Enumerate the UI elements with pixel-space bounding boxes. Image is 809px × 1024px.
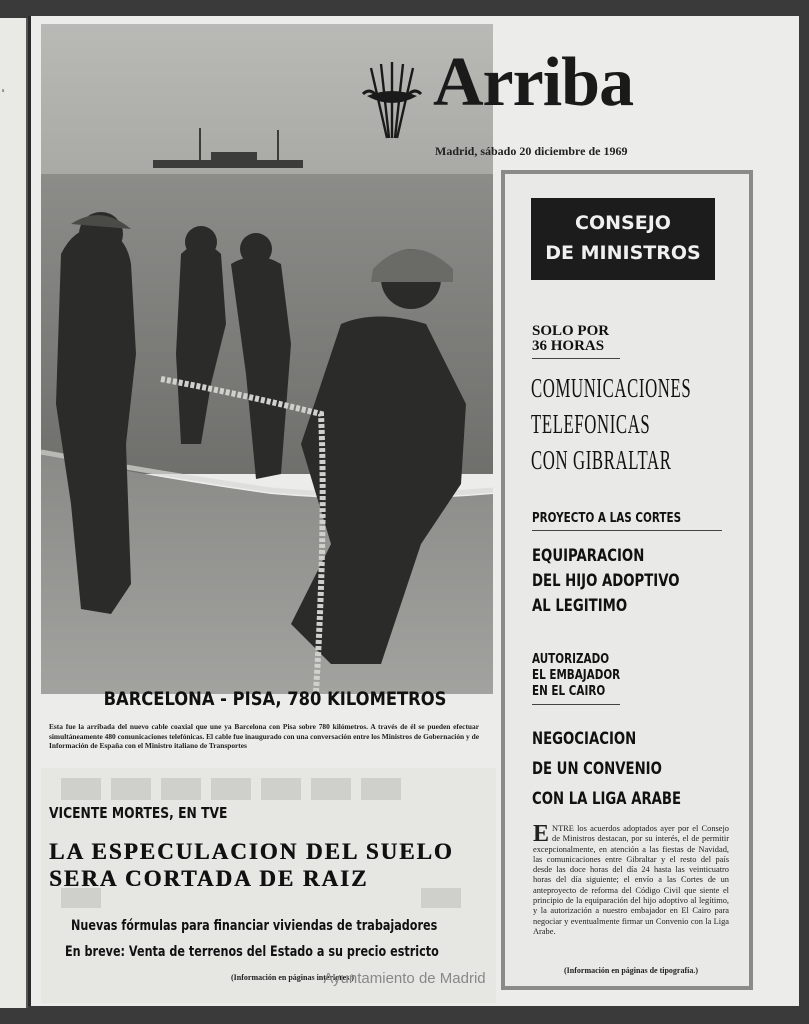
- kicker-embajador: [532, 652, 620, 700]
- lower-story-subhead-2: En breve: Venta de terrenos del Estado a su precio estricto: [65, 944, 439, 960]
- adjacent-page-text: s: [2, 88, 5, 94]
- kicker-proyecto: PROYECTO A LAS CORTES: [532, 511, 682, 526]
- lower-story-headline: [49, 838, 454, 892]
- headline-liga-arabe: [532, 724, 681, 814]
- headline-gibraltar: [531, 370, 691, 478]
- headline-line: DEL HIJO ADOPTIVO: [532, 571, 680, 591]
- kicker-line: AUTORIZADO: [532, 652, 610, 667]
- headline-line-1: LA ESPECULACION DEL SUELO: [49, 839, 454, 864]
- drop-cap: E: [533, 821, 550, 847]
- headline-line: CON GIBRALTAR: [531, 445, 672, 475]
- kicker-line: EL EMBAJADOR: [532, 668, 621, 683]
- headline-line-2: SERA CORTADA DE RAIZ: [49, 866, 369, 891]
- consejo-header-box: [531, 198, 715, 280]
- lower-story-reference: (Información en páginas interiores.): [231, 973, 354, 982]
- article-text: NTRE los acuerdos adoptados ayer por el Consejo de Ministros destacan, por su interés, el de permitir excepcionalmente, en atención a las fiestas de Navidad, las comunicaciones entre Gibraltar y el resto del país desde las doce horas del día 24 hasta las veinticuatro horas del día siguiente; el envío a las Cortes de un anteproyecto de reforma del Código Civil que siente el principio de la equiparación del hijo adoptivo al legítimo, y la autorización a nuestro embajador en El Cairo para negociar y eventualmente firmar un Convenio con la Liga Arabe.: [533, 824, 729, 936]
- divider: [532, 704, 620, 705]
- headline-hijo-adoptivo: [532, 544, 680, 619]
- archive-watermark: Ayuntamiento de Madrid: [323, 970, 486, 987]
- kicker-line: 36 HORAS: [532, 338, 605, 354]
- kicker-line: EN EL CAIRO: [532, 684, 606, 699]
- headline-line: NEGOCIACION: [532, 729, 637, 749]
- divider: [532, 358, 620, 359]
- lower-story-subhead-1: Nuevas fórmulas para financiar viviendas de trabajadores: [71, 918, 438, 934]
- kicker-line: SOLO POR: [532, 323, 610, 339]
- lower-story-kicker: VICENTE MORTES, EN TVE: [49, 804, 228, 822]
- newspaper-logo: Arriba: [433, 44, 634, 121]
- photo-caption-title: BARCELONA - PISA, 780 KILOMETROS: [103, 688, 447, 710]
- headline-line: AL LEGITIMO: [532, 596, 628, 616]
- headline-line: TELEFONICAS: [531, 409, 651, 439]
- divider: [532, 530, 722, 531]
- kicker-solo-por: [532, 324, 609, 354]
- headline-line: EQUIPARACION: [532, 546, 645, 566]
- dateline: Madrid, sábado 20 diciembre de 1969: [435, 144, 628, 158]
- sidebar-article-body: [533, 821, 729, 937]
- photo-caption-body: Esta fue la arribada del nuevo cable coaxial que une ya Barcelona con Pisa sobre 780 kilómetros. A través de él se pueden efectuar simultáneamente 480 comunicaciones telefónicas. El cable fue inaugurado con una conversación entre los Ministros de Gobernación y de Información de España con el Ministro italiano de Transportes: [49, 722, 479, 750]
- headline-line: COMUNICACIONES: [531, 373, 692, 403]
- headline-line: CON LA LIGA ARABE: [532, 789, 682, 809]
- lower-story: [41, 768, 496, 1003]
- adjacent-page-strip: [0, 18, 28, 1008]
- yoke-and-arrows-emblem: [361, 58, 423, 142]
- council-of-ministers-sidebar: [501, 170, 753, 990]
- consejo-line-1: CONSEJO: [575, 212, 671, 234]
- masthead: [361, 44, 711, 168]
- sidebar-reference: (Información en páginas de tipografía.): [564, 966, 698, 975]
- newspaper-front-page: [28, 16, 799, 1006]
- consejo-line-2: DE MINISTROS: [545, 242, 701, 264]
- headline-line: DE UN CONVENIO: [532, 759, 662, 779]
